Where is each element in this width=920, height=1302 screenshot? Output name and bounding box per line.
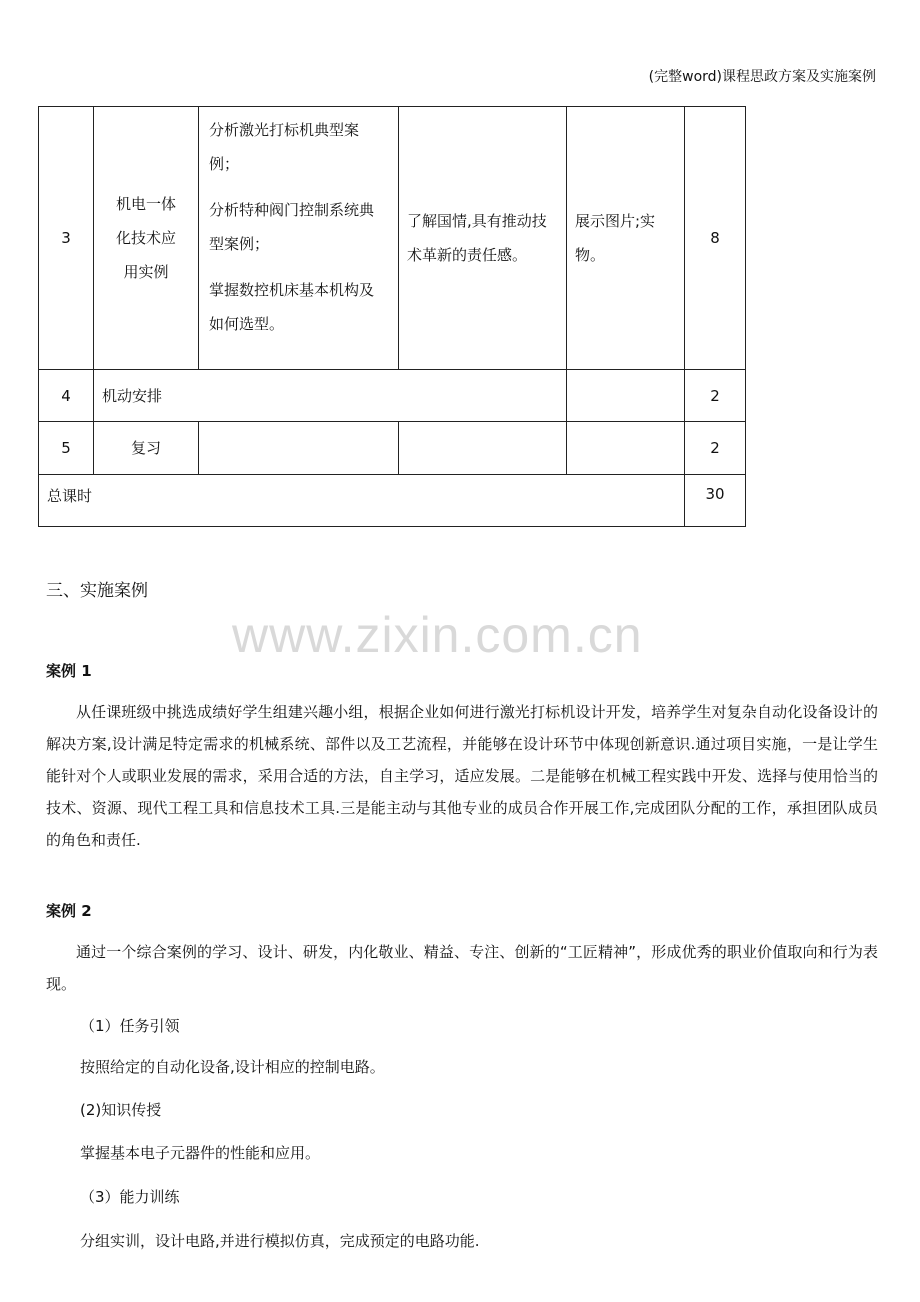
case-2-title: 案例 2	[46, 902, 92, 920]
empty-cell	[399, 422, 567, 475]
ideological-goal: 了解国情,具有推动技术革新的责任感。	[399, 107, 567, 370]
content-item: 分析激光打标机典型案例；	[209, 121, 360, 173]
watermark: www.zixin.com.cn	[232, 607, 643, 663]
content-item: 掌握数控机床基本机构及如何选型。	[209, 281, 375, 333]
teaching-method: 展示图片;实物。	[567, 107, 685, 370]
item-heading: （3）能力训练	[80, 1188, 180, 1206]
class-hours: 2	[685, 422, 746, 475]
item-heading: （1）任务引领	[80, 1017, 180, 1035]
module-name: 复习	[94, 422, 199, 475]
empty-cell	[567, 422, 685, 475]
case-2-intro: 通过一个综合案例的学习、设计、研发，内化敬业、精益、专注、创新的“工匠精神”，形成优秀的职业价值取向和行为表现。	[46, 943, 878, 993]
item-text: 掌握基本电子元器件的性能和应用。	[80, 1144, 321, 1162]
row-number: 5	[39, 422, 94, 475]
item-text: 按照给定的自动化设备,设计相应的控制电路。	[80, 1058, 385, 1076]
row-number: 3	[39, 107, 94, 370]
table-row	[39, 370, 746, 422]
item-heading: (2)知识传授	[80, 1101, 162, 1119]
case-1-text: 从任课班级中挑选成绩好学生组建兴趣小组，根据企业如何进行激光打标机设计开发，培养学生对复杂自动化设备设计的解决方案,设计满足特定需求的机械系统、部件以及工艺流程，并能够在设计环节中体现创新意识.通过项目实施，一是让学生能针对个人或职业发展的需求，采用合适的方法，自主学习，适应发展。二是能够在机械工程实践中开发、选择与使用恰当的技术、资源、现代工程工具和信息技术工具.三是能主动与其他专业的成员合作开展工作,完成团队分配的工作，承担团队成员的角色和责任.	[46, 703, 878, 849]
table-row	[39, 422, 746, 475]
empty-cell	[199, 422, 399, 475]
document-header: (完整word)课程思政方案及实施案例	[648, 69, 876, 85]
course-table	[38, 106, 746, 527]
module-name-text: 机电一体化技术应用实例	[115, 195, 176, 281]
total-row	[39, 475, 746, 527]
total-hours: 30	[685, 475, 746, 527]
table-row	[39, 107, 746, 370]
module-name	[94, 107, 199, 370]
content-item: 分析特种阀门控制系统典型案例；	[209, 201, 375, 253]
item-text: 分组实训，设计电路,并进行模拟仿真，完成预定的电路功能.	[80, 1232, 480, 1250]
section-title: 三、实施案例	[46, 581, 148, 601]
total-label: 总课时	[39, 475, 685, 527]
empty-cell	[567, 370, 685, 422]
class-hours: 8	[685, 107, 746, 370]
case-1-title: 案例 1	[46, 662, 92, 680]
class-hours: 2	[685, 370, 746, 422]
content-cell	[199, 107, 399, 370]
row-number: 4	[39, 370, 94, 422]
module-name: 机动安排	[94, 370, 567, 422]
